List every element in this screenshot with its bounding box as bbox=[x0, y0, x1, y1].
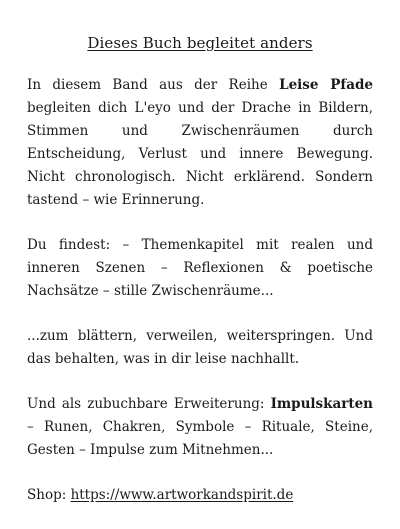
document-page bbox=[27, 22, 373, 529]
shop-label: Shop: bbox=[27, 487, 71, 503]
intro-text-before: In diesem Band aus der Reihe bbox=[27, 77, 280, 93]
shop-paragraph bbox=[27, 484, 373, 507]
intro-paragraph bbox=[27, 74, 373, 212]
extension-paragraph bbox=[27, 393, 373, 462]
reading-paragraph: ...zum blättern, verweilen, weiterspringen. Und das behalten, was in dir leise nachhallt. bbox=[27, 328, 373, 367]
impulse-cards-name: Impulskarten bbox=[270, 396, 373, 412]
page-title: Dieses Buch begleitet anders bbox=[87, 34, 313, 52]
intro-text-after: begleiten dich L'eyo und der Drache in Bildern, Stimmen und Zwischenräumen durch Entscheidung, Verlust und innere Bewegung. Nicht chronologisch. Nicht erklärend. Sondern tastend – wie Erinnerung. bbox=[27, 100, 373, 208]
extension-text-before: Und als zubuchbare Erweiterung: bbox=[27, 396, 271, 412]
contents-paragraph: Du findest: – Themenkapitel mit realen und inneren Szenen – Reflexionen & poetische Nachsätze – stille Zwischenräume... bbox=[27, 237, 373, 299]
series-name: Leise Pfade bbox=[279, 77, 373, 93]
shop-link[interactable]: https://www.artworkandspirit.de bbox=[70, 487, 294, 503]
extension-text-after: – Runen, Chakren, Symbole – Rituale, Steine, Gesten – Impulse zum Mitnehmen... bbox=[27, 419, 373, 458]
